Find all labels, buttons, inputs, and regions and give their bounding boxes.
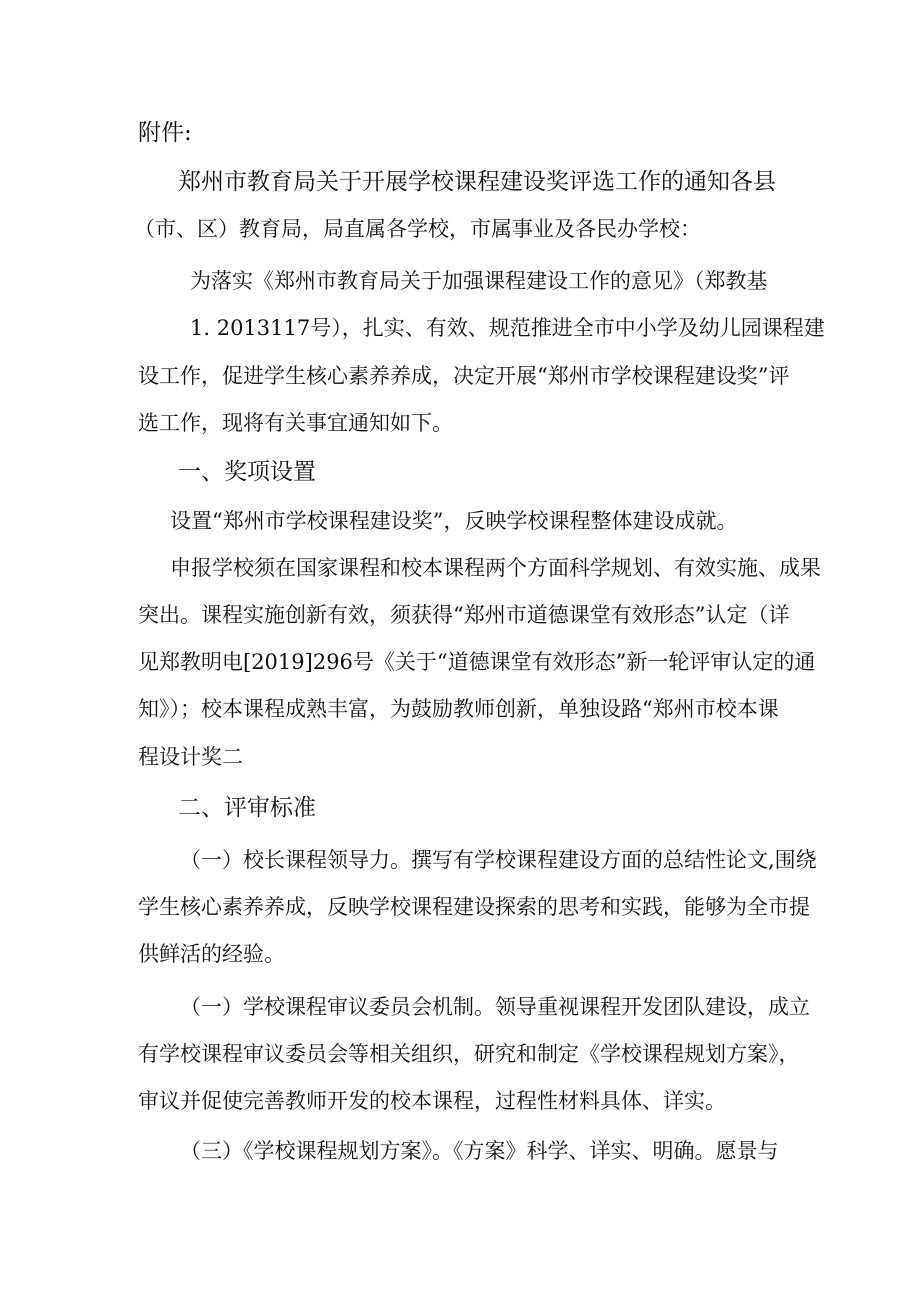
criteria-3-line-1: （三）《学校课程规划方案》。《方案》科学、详实、明确。愿景与 — [180, 1139, 779, 1163]
section-2-heading: 二、评审标准 — [178, 795, 316, 821]
intro-line-3: 设工作，促进学生核心素养养成，决定开展“郑州市学校课程建设奖”评 — [138, 364, 790, 388]
criteria-1-line-1: （一）校长课程领导力。撰写有学校课程建设方面的总结性论文,围绕 — [180, 848, 817, 872]
section-1-para-2-line-5: 程设计奖二 — [138, 745, 243, 769]
criteria-2-line-3: 审议并促使完善教师开发的校本课程，过程性材料具体、详实。 — [138, 1089, 726, 1113]
intro-line-1: 为落实《郑州市教育局关于加强课程建设工作的意见》（郑教基 — [190, 269, 768, 293]
intro-line-2: 1. 2013117号），扎实、有效、规范推进全市中小学及幼儿园课程建 — [190, 316, 825, 340]
criteria-2-line-1: （一）学校课程审议委员会机制。领导重视课程开发团队建设，成立 — [180, 995, 810, 1019]
intro-line-4: 选工作，现将有关事宜通知如下。 — [138, 411, 453, 435]
section-1-para-1: 设置“郑州市学校课程建设奖”，反映学校课程整体建设成就。 — [170, 509, 738, 533]
attachment-label: 附件: — [138, 120, 192, 146]
section-1-para-2-line-3: 见郑教明电[2019]296号《关于“道德课堂有效形态”新一轮评审认定的通 — [138, 650, 816, 674]
notice-title-line-1: 郑州市教育局关于开展学校课程建设奖评选工作的通知各县 — [178, 169, 776, 195]
section-1-para-2-line-4: 知》）；校本课程成熟丰富，为鼓励教师创新，单独设路“郑州市校本课 — [138, 697, 779, 721]
section-1-para-2-line-1: 申报学校须在国家课程和校本课程两个方面科学规划、有效实施、成果 — [170, 556, 821, 580]
notice-title-line-2: （市、区）教育局，局直属各学校，市属事业及各民办学校： — [134, 217, 701, 241]
criteria-2-line-2: 有学校课程审议委员会等相关组织，研究和制定《学校课程规划方案》， — [138, 1042, 800, 1066]
criteria-1-line-3: 供鲜活的经验。 — [138, 942, 285, 966]
section-1-heading: 一、奖项设置 — [178, 459, 316, 485]
section-1-para-2-line-2: 突出。课程实施创新有效，须获得“郑州市道德课堂有效形态”认定（详 — [138, 603, 790, 627]
criteria-1-line-2: 学生核心素养养成，反映学校课程建设探索的思考和实践，能够为全市提 — [138, 895, 810, 919]
